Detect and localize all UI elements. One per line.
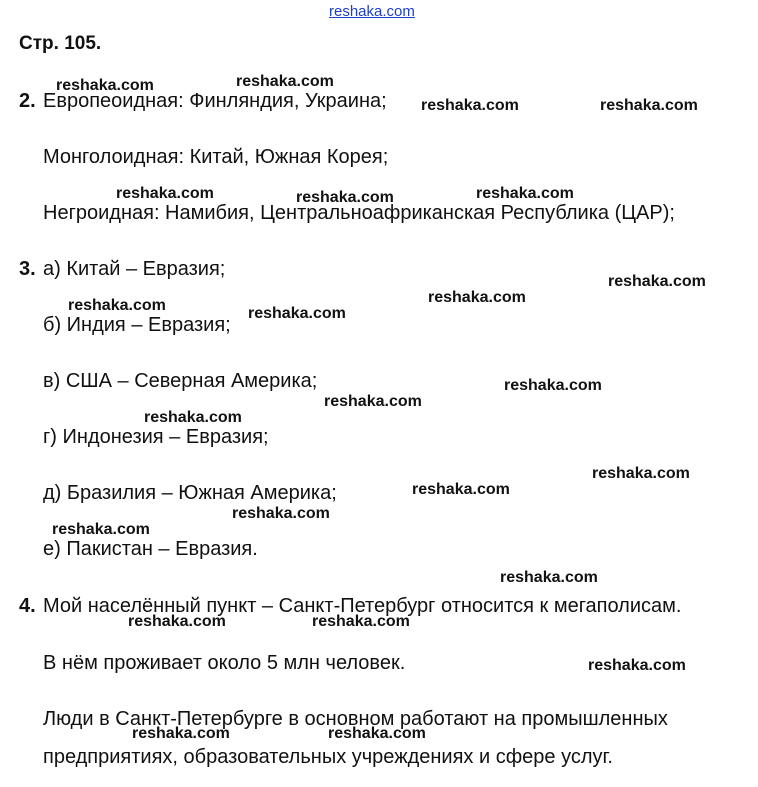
watermark: reshaka.com: [248, 305, 346, 322]
answer-line: предприятиях, образовательных учреждениях и сфере услуг.: [43, 746, 613, 768]
answer-line: а) Китай – Евразия;: [43, 258, 226, 280]
answer-line: Люди в Санкт-Петербурге в основном работают на промышленных: [43, 708, 668, 730]
watermark: reshaka.com: [504, 377, 602, 394]
answer-line: Негроидная: Намибия, Центральноафриканская Республика (ЦАР);: [43, 202, 675, 224]
watermark: reshaka.com: [68, 297, 166, 314]
answer-number: 2.: [19, 90, 36, 112]
watermark: reshaka.com: [600, 97, 698, 114]
watermark: reshaka.com: [328, 725, 426, 742]
watermark: reshaka.com: [232, 505, 330, 522]
watermark: reshaka.com: [236, 73, 334, 90]
page-title: Стр. 105.: [19, 33, 102, 54]
answer-number: 3.: [19, 258, 36, 280]
site-link[interactable]: reshaka.com: [329, 3, 415, 20]
answer-line: В нём проживает около 5 млн человек.: [43, 652, 406, 674]
watermark: reshaka.com: [52, 521, 150, 538]
answer-number: 4.: [19, 595, 36, 617]
watermark: reshaka.com: [588, 657, 686, 674]
watermark: reshaka.com: [476, 185, 574, 202]
watermark: reshaka.com: [428, 289, 526, 306]
answer-line: г) Индонезия – Евразия;: [43, 426, 269, 448]
watermark: reshaka.com: [116, 185, 214, 202]
watermark: reshaka.com: [56, 77, 154, 94]
watermark: reshaka.com: [421, 97, 519, 114]
answer-line: е) Пакистан – Евразия.: [43, 538, 258, 560]
watermark: reshaka.com: [608, 273, 706, 290]
watermark: reshaka.com: [296, 189, 394, 206]
watermark: reshaka.com: [324, 393, 422, 410]
answer-line: Монголоидная: Китай, Южная Корея;: [43, 146, 389, 168]
watermark: reshaka.com: [132, 725, 230, 742]
answer-line: б) Индия – Евразия;: [43, 314, 231, 336]
watermark: reshaka.com: [128, 613, 226, 630]
watermark: reshaka.com: [312, 613, 410, 630]
watermark: reshaka.com: [144, 409, 242, 426]
answer-line: Европеоидная: Финляндия, Украина;: [43, 90, 387, 112]
watermark: reshaka.com: [500, 569, 598, 586]
answer-line: Мой населённый пункт – Санкт-Петербург относится к мегаполисам.: [43, 595, 682, 617]
answer-line: д) Бразилия – Южная Америка;: [43, 482, 337, 504]
watermark: reshaka.com: [412, 481, 510, 498]
answer-line: в) США – Северная Америка;: [43, 370, 318, 392]
watermark: reshaka.com: [592, 465, 690, 482]
